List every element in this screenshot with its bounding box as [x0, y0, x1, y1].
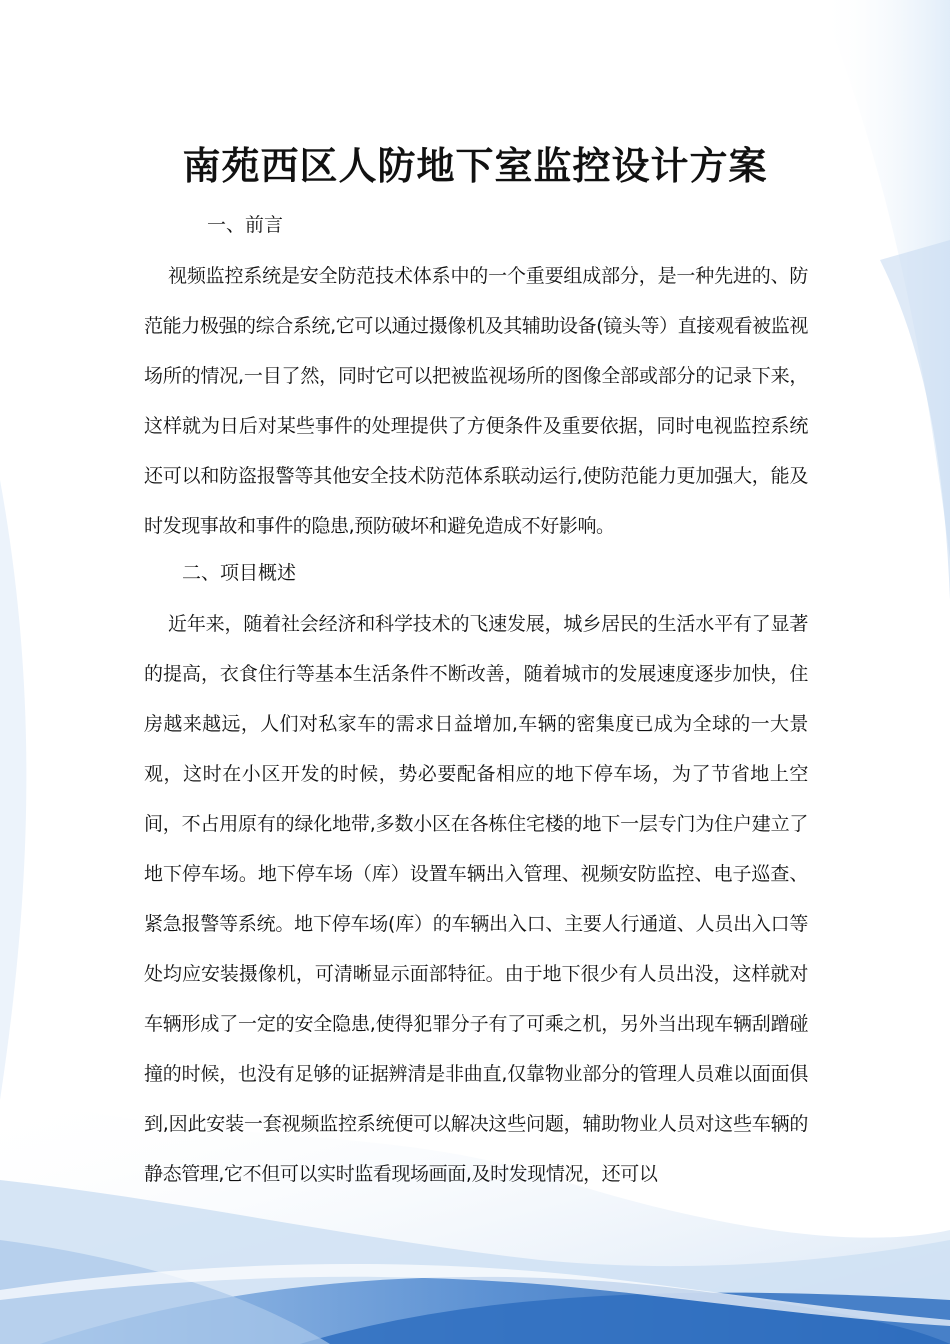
section-paragraph-preface: 视频监控系统是安全防范技术体系中的一个重要组成部分，是一种先进的、防范能力极强的综合系统,它可以通过摄像机及其辅助设备(镜头等）直接观看被监视场所的情况,一目了然，同时它可以把被监视场所的图像全部或部分的记录下来，这样就为日后对某些事件的处理提供了方便条件及重要依据，同时电视监控系统还可以和防盗报警等其他安全技术防范体系联动运行,使防范能力更加强大，能及时发现事故和事件的隐患,预防破坏和避免造成不好影响。 — [144, 265, 808, 537]
section-heading-preface: 一、前言 — [207, 214, 284, 236]
document-title: 南苑西区人防地下室监控设计方案 — [182, 144, 768, 188]
section-heading-overview: 二、项目概述 — [182, 562, 297, 584]
section-paragraph-overview: 近年来，随着社会经济和科学技术的飞速发展，城乡居民的生活水平有了显著的提高，衣食住行等基本生活条件不断改善，随着城市的发展速度逐步加快，住房越来越远，人们对私家车的需求日益增加,车辆的密集度已成为全球的一大景观，这时在小区开发的时候，势必要配备相应的地下停车场，为了节省地上空间，不占用原有的绿化地带,多数小区在各栋住宅楼的地下一层专门为住户建立了地下停车场。地下停车场（库）设置车辆出入管理、视频安防监控、电子巡查、紧急报警等系统。地下停车场(库）的车辆出入口、主要人行通道、人员出入口等处均应安装摄像机，可清晰显示面部特征。由于地下很少有人员出没，这样就对车辆形成了一定的安全隐患,使得犯罪分子有了可乘之机，另外当出现车辆刮蹭碰撞的时候，也没有足够的证据辨清是非曲直,仅靠物业部分的管理人员难以面面俱到,因此安装一套视频监控系统便可以解决这些问题，辅助物业人员对这些车辆的静态管理,它不但可以实时监看现场画面,及时发现情况，还可以 — [144, 613, 808, 1185]
